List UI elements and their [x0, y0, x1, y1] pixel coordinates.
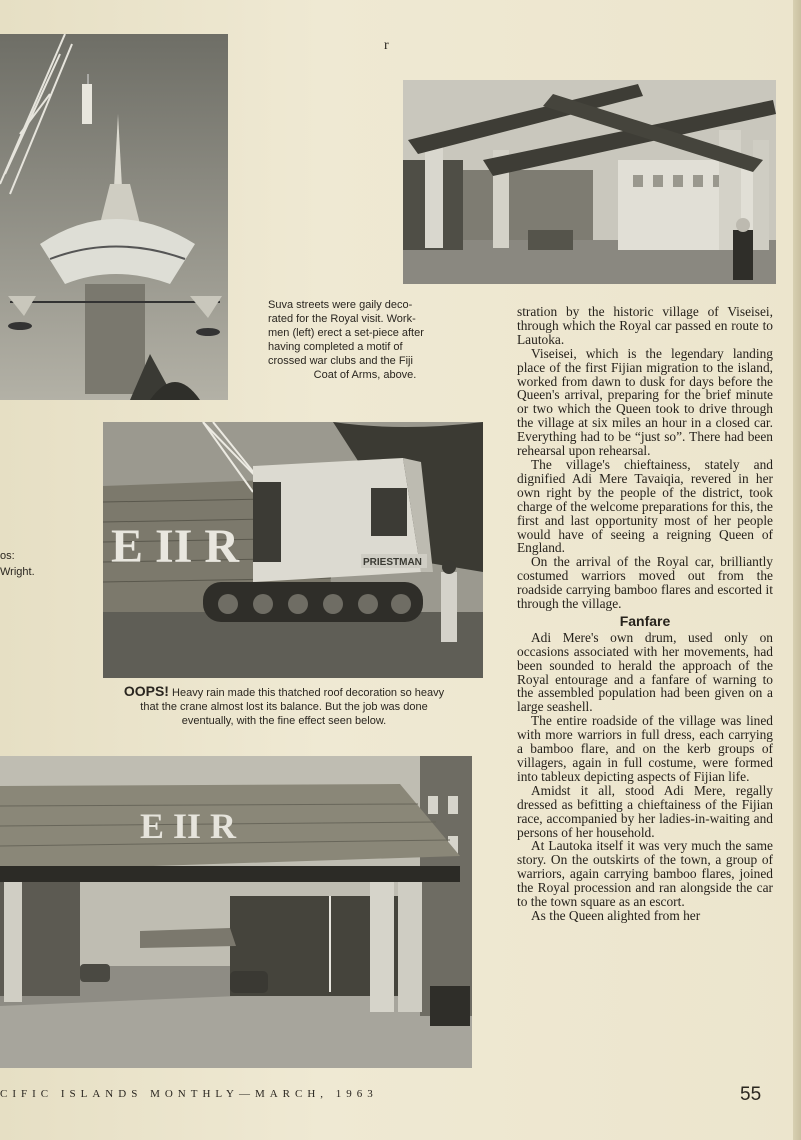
caption-suva-streets: [268, 298, 462, 382]
page-edge: [793, 0, 801, 1140]
caption-line: rated for the Royal visit. Work-: [268, 313, 416, 325]
caption-line: men (left) erect a set-piece after: [268, 327, 424, 339]
oops-label: OOPS!: [123, 683, 169, 699]
caption-line: Heavy rain made this thatched roof decoration so heavy: [172, 687, 445, 699]
article-column: [517, 305, 773, 923]
caption-line: eventually, with the fine effect seen below.: [181, 715, 387, 727]
caption-line: having completed a motif of: [268, 341, 403, 353]
monogram-label: E II R: [140, 806, 237, 846]
article-paragraph: On the arrival of the Royal car, brilliantly costumed warriors moved out from the roadside carrying bamboo flares and escorted it through the village.: [517, 554, 773, 612]
monogram-label: E II R: [111, 520, 240, 573]
photo-finished-thatched-arch: [0, 756, 472, 1068]
page-number: 55: [740, 1084, 762, 1105]
crane-maker-label: PRIESTMAN: [363, 557, 422, 568]
article-paragraph: Amidst it all, stood Adi Mere, regally dressed as befitting a chieftainess of the Fijian race, accompanied by her ladies-in-waiting and persons of her household.: [517, 782, 773, 840]
caption-line: Wright.: [0, 566, 35, 578]
article-paragraph: At Lautoka itself it was very much the same story. On the outskirts of the town, a group of warriors, again carrying bamboo flares, joined the Royal procession and ran alongside the car to the town square as an escort.: [517, 838, 773, 910]
article-paragraph: The entire roadside of the village was lined with more warriors in full dress, each carrying a bamboo flare, and on the kerb groups of villagers, again in full costume, were formed into tableux depicting aspects of Fijian life.: [517, 713, 773, 784]
footer-title: CIFIC ISLANDS MONTHLY—MARCH, 1963: [0, 1088, 378, 1100]
photo-workmen-set-piece: [0, 34, 228, 400]
caption-cut-off: [0, 548, 60, 580]
article-paragraph: Adi Mere's own drum, used only on occasions associated with her movements, had been sounded to herald the approach of the Royal entourage and a fanfare of warning to the assembled population had been given on a large seashell.: [517, 629, 773, 715]
caption-line: Suva streets were gaily deco-: [268, 299, 413, 311]
top-mark: r: [384, 38, 389, 53]
caption-oops: [88, 684, 480, 728]
article-paragraph: The village's chieftainess, stately and dignified Adi Mere Tavaiqia, revered in her own right by the people of the district, took charge of the welcome preparations for this, the first and last opportunity most of her people would have of seeing a reigning Queen of England.: [517, 456, 773, 556]
section-heading: Fanfare: [619, 612, 671, 629]
caption-line: Coat of Arms, above.: [313, 369, 417, 381]
article-paragraph: As the Queen alighted from her: [531, 907, 701, 923]
caption-line: crossed war clubs and the Fiji: [268, 355, 413, 367]
caption-line: that the crane almost lost its balance. But the job was done: [140, 701, 428, 713]
caption-line: os:: [0, 550, 15, 562]
photo-war-clubs-arch: [403, 80, 776, 284]
page-footer: [0, 1084, 801, 1108]
article-paragraph: Viseisei, which is the legendary landing place of the first Fijian migration to the island, worked from dawn to dusk for days before the Queen's arrival, preparing for the brief minute or two which the Queen took to drive through the village at six miles an hour in a closed car. Everything had to be “just so”. There had been rehearsal upon rehearsal.: [517, 345, 773, 459]
article-paragraph: stration by the historic village of Viseisei, through which the Royal car passed en route to Lautoka.: [517, 304, 773, 347]
photo-crane-thatched-roof: [103, 422, 483, 678]
